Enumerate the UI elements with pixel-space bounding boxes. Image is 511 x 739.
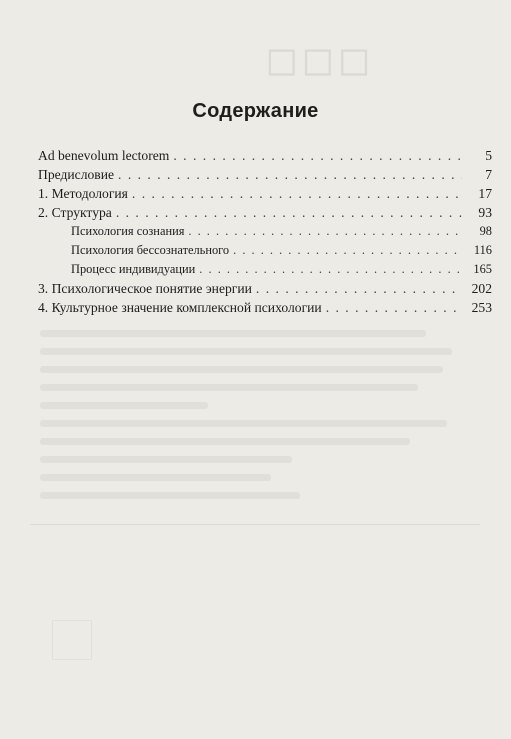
toc-entry-title: Процесс индивидуации	[71, 262, 196, 276]
dot-leader	[233, 241, 462, 260]
dot-leader	[256, 279, 462, 298]
toc-entry-title: 3. Психологическое понятие энергии	[38, 281, 252, 296]
toc-page-number: 98	[479, 224, 492, 238]
dot-leader	[173, 146, 462, 165]
dot-leader	[118, 165, 462, 184]
toc-entry-title: Психология сознания	[71, 224, 185, 238]
toc-page-number: 253	[471, 300, 492, 315]
show-through-qr	[52, 620, 92, 660]
toc-subentry[interactable]	[38, 260, 492, 279]
toc-page-number: 93	[478, 205, 492, 220]
dot-leader	[116, 203, 462, 222]
dot-leader	[326, 298, 462, 317]
toc-entry[interactable]	[38, 184, 492, 203]
toc-entry[interactable]	[38, 146, 492, 165]
dot-leader	[188, 222, 462, 241]
toc-entry-title: Предисловие	[38, 167, 115, 182]
toc-entry-title: 2. Структура	[38, 205, 112, 220]
dot-leader	[199, 260, 462, 279]
toc-entry-title: Ad benevolum lectorem	[38, 148, 170, 163]
toc-entry-title: 1. Методология	[38, 186, 128, 201]
toc-entry[interactable]	[38, 165, 492, 184]
toc-subentry[interactable]	[38, 241, 492, 260]
toc-entry[interactable]	[38, 203, 492, 222]
toc-entry-title: 4. Культурное значение комплексной психологии	[38, 300, 322, 315]
toc-page-number: 17	[478, 186, 492, 201]
toc-page-number: 202	[471, 281, 492, 296]
table-of-contents	[38, 146, 492, 317]
toc-entry-title: Психология бессознательного	[71, 243, 230, 257]
page-title: Содержание	[192, 100, 319, 122]
toc-subentry[interactable]	[38, 222, 492, 241]
dot-leader	[132, 184, 462, 203]
toc-entry[interactable]	[38, 279, 492, 298]
show-through-text	[40, 330, 460, 510]
toc-page-number: 5	[485, 148, 492, 163]
toc-page-number: 116	[473, 243, 492, 257]
toc-page-number: 165	[473, 262, 492, 276]
toc-entry[interactable]	[38, 298, 492, 317]
show-through-rule	[30, 524, 480, 525]
toc-page-number: 7	[485, 167, 492, 182]
show-through-logo: ◻◻◻	[262, 37, 371, 82]
